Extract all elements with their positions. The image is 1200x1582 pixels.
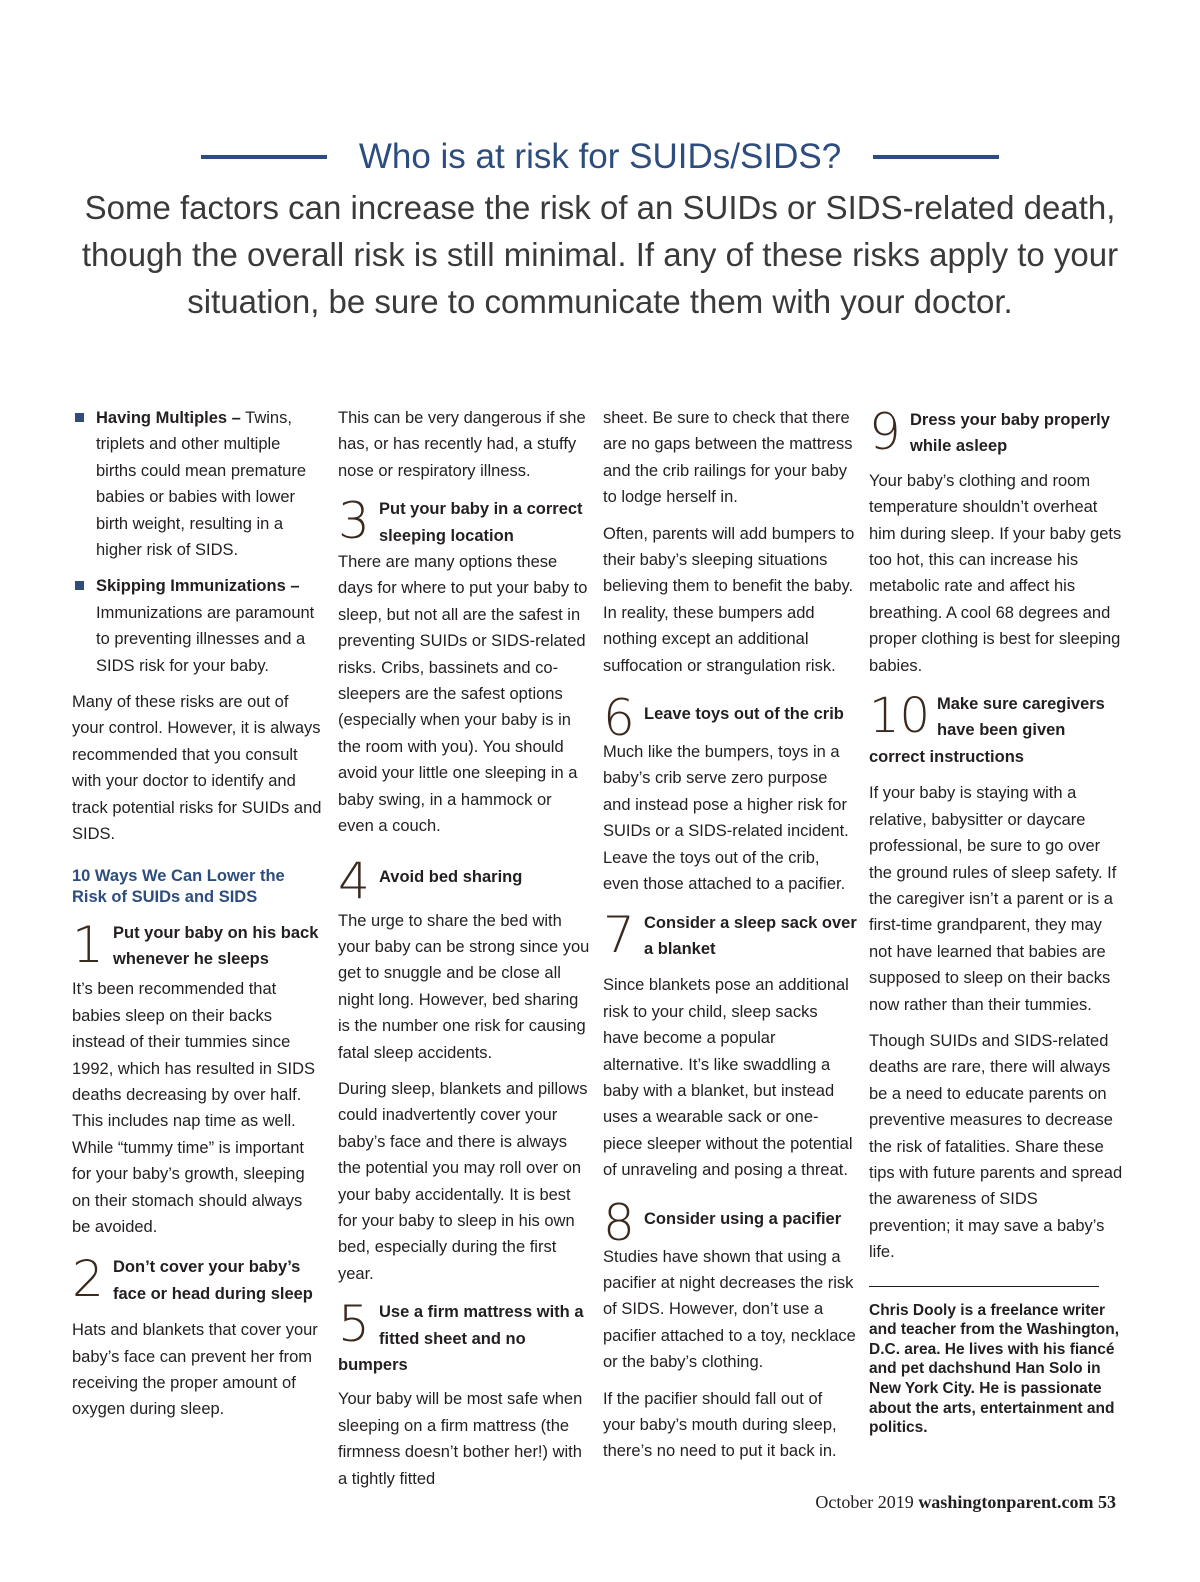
step-number: 3 xyxy=(338,492,370,551)
bullet-title: Skipping Immunizations – xyxy=(96,577,300,596)
step-heading-line: Make sure caregivers have been given xyxy=(937,695,1105,740)
bullet-text: Twins, triplets and other multiple births could mean premature babies or babies with lower birth weight, resulting in a higher risk of SIDS. xyxy=(96,409,307,560)
page-subtitle: Some factors can increase the risk of an SUIDs or SIDS-related death, though the overall risk is still minimal. If any of these risks apply to your situation, be sure to communicate them with your doctor. xyxy=(81,189,1119,320)
step-number: 5 xyxy=(338,1295,370,1354)
bullet-title: Having Multiples – xyxy=(96,409,241,427)
footer-date: October 2019 xyxy=(815,1492,914,1512)
step-number: 6 xyxy=(603,689,635,748)
bullet-text: Immunizations are paramount to preventing illnesses and a SIDS risk for your baby. xyxy=(96,603,315,675)
risk-bullet-immunizations xyxy=(72,573,322,679)
step-heading xyxy=(338,1299,592,1378)
page-footer xyxy=(815,1492,1116,1513)
step-heading-line: bumpers xyxy=(338,1356,408,1374)
column-3 xyxy=(603,405,857,1475)
step-text: There are many options these days for where to put your baby to sleep, but not all are the safest in preventing SUIDs or SIDS-related risks. Cribs, bassinets and co-sleepers are the safest options (especially when your baby is in the room with you). You should avoid your little one sleeping in a baby swing, in a hammock or even a couch. xyxy=(338,553,588,836)
step-2 xyxy=(72,1250,322,1309)
column-1 xyxy=(72,405,322,1433)
step-heading: Put your baby on his back whenever he sleeps xyxy=(113,923,319,968)
paragraph: Many of these risks are out of your control. However, it is always recommended that you consult with your doctor to identify and track potential risks for SUIDs and SIDS. xyxy=(72,693,322,844)
step-number: 8 xyxy=(603,1193,635,1252)
section-subhead: 10 Ways We Can Lower the Risk of SUIDs and SIDS xyxy=(72,866,285,906)
footer-page-number: 53 xyxy=(1098,1492,1116,1512)
author-bio: Chris Dooly is a freelance writer and teacher from the Washington, D.C. area. He lives with his fiancé and pet dachshund Han Solo in New York City. He is passionate about the arts, entertainment and politics. xyxy=(869,1301,1120,1437)
step-heading: Avoid bed sharing xyxy=(379,867,523,886)
step-text: If your baby is staying with a relative, babysitter or daycare professional, be sure to go over the ground rules of sleep safety. If the caregiver isn’t a parent or is a first-time grandparent, they may not have learned that babies are supposed to sleep on their backs now rather than their tummies. xyxy=(869,784,1117,1014)
step-5 xyxy=(338,1295,592,1378)
paragraph: Though SUIDs and SIDS-related deaths are rare, there will always be a need to educate parents on preventive measures to decrease the risk of fatalities. Share these tips with future parents and spread the awareness of SIDS prevention; it may save a baby’s life. xyxy=(869,1031,1123,1262)
step-number: 2 xyxy=(72,1250,104,1309)
paragraph: Often, parents will add bumpers to their baby’s sleeping situations believing them to benefit the baby. In reality, these bumpers add nothing except an additional suffocation or strangulation risk. xyxy=(603,524,855,675)
step-7 xyxy=(603,905,857,964)
step-text: Since blankets pose an additional risk to your child, sleep sacks have become a popular alternative. It’s like swaddling a baby with a blanket, but instead uses a wearable sack or one-piece sleeper without the potential of unraveling and posing a threat. xyxy=(603,976,853,1180)
step-4 xyxy=(338,851,592,910)
paragraph: This can be very dangerous if she has, or has recently had, a stuffy nose or respiratory illness. xyxy=(338,409,586,480)
bio-divider xyxy=(869,1286,1099,1287)
step-text: If the pacifier should fall out of your baby’s mouth during sleep, there’s no need to put it back in. xyxy=(603,1389,837,1461)
step-number: 7 xyxy=(603,905,635,964)
step-heading: Consider using a pacifier xyxy=(644,1209,842,1228)
step-text: During sleep, blankets and pillows could inadvertently cover your baby’s face and there is always the potential you may roll over on your baby accidentally. It is best for your baby to sleep in his own bed, especially during the first year. xyxy=(338,1079,588,1283)
paragraph: sheet. Be sure to check that there are no gaps between the mattress and the crib railings for your baby to lodge herself in. xyxy=(603,409,853,507)
step-text: Your baby’s clothing and room temperature shouldn’t overheat him during sleep. If your baby gets too hot, this can increase his metabolic rate and affect his breathing. A cool 68 degrees and proper clothing is best for sleeping babies. xyxy=(869,471,1122,675)
title-rule-left xyxy=(201,155,327,159)
step-3 xyxy=(338,492,592,551)
step-text: The urge to share the bed with your baby can be strong since you get to snuggle and be close all night long. However, bed sharing is the number one risk for causing fatal sleep accidents. xyxy=(338,911,590,1062)
step-number: 10 xyxy=(869,688,931,745)
step-heading: Leave toys out of the crib xyxy=(644,705,844,724)
step-text: It’s been recommended that babies sleep on their backs instead of their tummies since 1992, which has resulted in SIDS deaths decreasing by over half. This includes nap time as well. While “tummy time” is important for your baby’s growth, sleeping on their stomach should always be avoided. xyxy=(72,980,316,1236)
risk-bullet-multiples xyxy=(72,405,322,563)
column-2 xyxy=(338,405,592,1502)
step-heading-line: Use a firm mattress with a fitted sheet and no xyxy=(379,1303,584,1348)
step-text: Much like the bumpers, toys in a baby’s crib serve zero purpose and instead pose a higher risk for SUIDs or a SIDS-related incident. Leave the toys out of the crib, even those attached to a pacifier. xyxy=(603,743,849,894)
step-heading: Dress your baby properly while asleep xyxy=(910,411,1110,456)
step-text: Your baby will be most safe when sleeping on a firm mattress (the firmness doesn’t bother her!) with a tightly fitted xyxy=(338,1390,583,1488)
step-heading-line: correct instructions xyxy=(869,747,1024,766)
step-10 xyxy=(869,688,1123,770)
step-text: Hats and blankets that cover your baby’s face can prevent her from receiving the proper amount of oxygen during sleep. xyxy=(72,1321,318,1419)
title-rule-right xyxy=(873,155,999,159)
step-number: 1 xyxy=(72,915,104,974)
step-heading: Put your baby in a correct sleeping location xyxy=(379,500,583,545)
step-number: 4 xyxy=(338,851,370,910)
step-number: 9 xyxy=(869,403,901,461)
step-6 xyxy=(603,689,857,748)
title-row xyxy=(0,132,1200,182)
step-8 xyxy=(603,1193,857,1252)
step-1 xyxy=(72,915,322,974)
step-9 xyxy=(869,403,1123,461)
step-heading: Don’t cover your baby’s face or head during sleep xyxy=(113,1258,313,1303)
column-4 xyxy=(869,405,1123,1448)
step-text: Studies have shown that using a pacifier at night decreases the risk of SIDS. However, don’t use a pacifier attached to a toy, necklace or the baby’s clothing. xyxy=(603,1247,856,1372)
footer-site: washingtonparent.com xyxy=(918,1492,1094,1512)
step-heading: Consider a sleep sack over a blanket xyxy=(644,913,857,958)
page-title: Who is at risk for SUIDs/SIDS? xyxy=(358,137,842,176)
